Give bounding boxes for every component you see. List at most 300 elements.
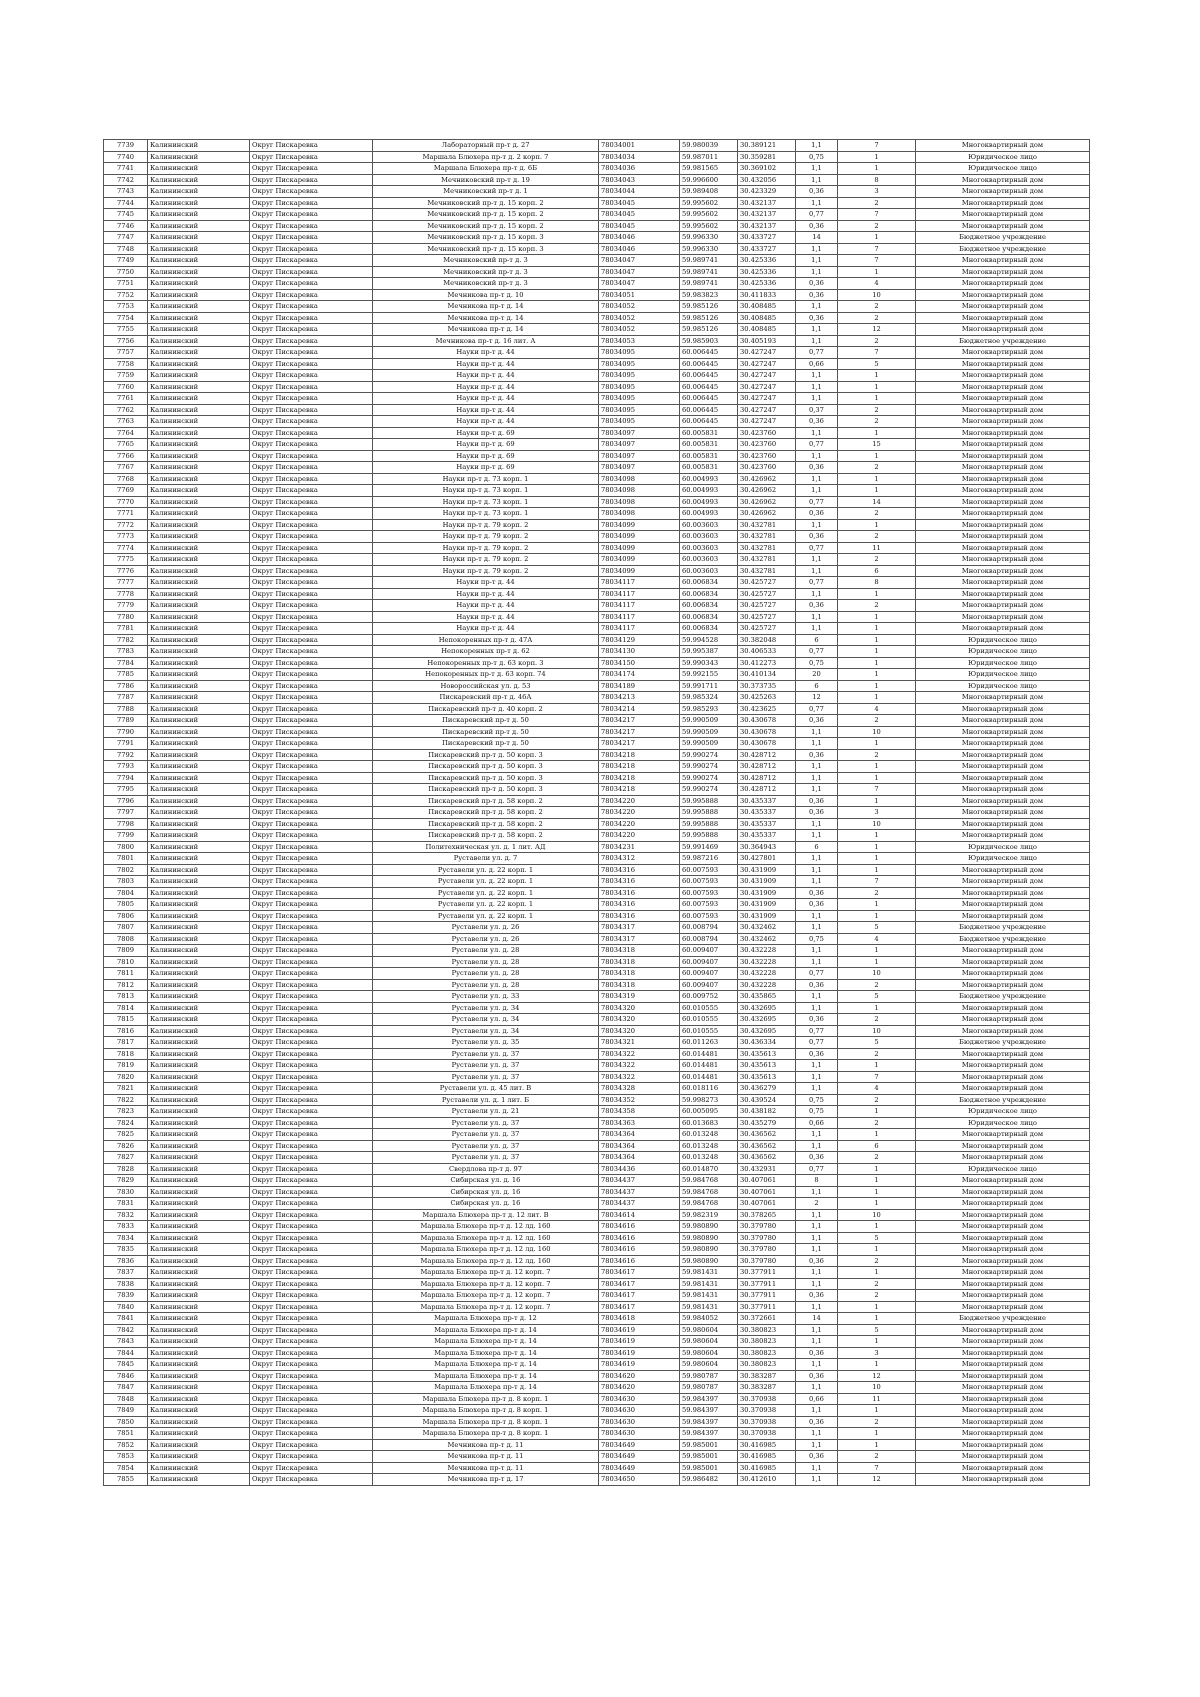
count-cell: 2 bbox=[838, 1416, 916, 1428]
municipal-area-cell: Округ Пискаревка bbox=[250, 151, 373, 163]
municipal-area-cell: Округ Пискаревка bbox=[250, 427, 373, 439]
latitude-cell: 59.980604 bbox=[680, 1347, 738, 1359]
table-row bbox=[104, 243, 1090, 255]
row-number: 7773 bbox=[104, 531, 148, 543]
category-cell: Многоквартирный дом bbox=[916, 784, 1090, 796]
longitude-cell: 30.436279 bbox=[738, 1083, 796, 1095]
municipal-area-cell: Округ Пискаревка bbox=[250, 531, 373, 543]
object-code-cell: 78034099 bbox=[599, 565, 680, 577]
municipal-area-cell: Округ Пискаревка bbox=[250, 738, 373, 750]
longitude-cell: 30.389121 bbox=[738, 140, 796, 152]
latitude-cell: 59.985001 bbox=[680, 1451, 738, 1463]
volume-cell: 0,77 bbox=[796, 496, 838, 508]
table-row bbox=[104, 807, 1090, 819]
district-cell: Калининский bbox=[148, 462, 250, 474]
count-cell: 1 bbox=[838, 1244, 916, 1256]
row-number: 7796 bbox=[104, 795, 148, 807]
address-cell: Пискаревский пр-т д. 50 bbox=[373, 738, 599, 750]
table-row bbox=[104, 209, 1090, 221]
address-cell: Маршала Блюхера пр-т д. 12 лд. 160 bbox=[373, 1244, 599, 1256]
object-code-cell: 78034045 bbox=[599, 220, 680, 232]
volume-cell: 0,36 bbox=[796, 531, 838, 543]
district-cell: Калининский bbox=[148, 473, 250, 485]
latitude-cell: 59.981431 bbox=[680, 1278, 738, 1290]
municipal-area-cell: Округ Пискаревка bbox=[250, 1037, 373, 1049]
row-number: 7793 bbox=[104, 761, 148, 773]
district-cell: Калининский bbox=[148, 186, 250, 198]
volume-cell: 0,66 bbox=[796, 1393, 838, 1405]
district-cell: Калининский bbox=[148, 749, 250, 761]
row-number: 7755 bbox=[104, 324, 148, 336]
address-cell: Маршала Блюхера пр-т д. 2 корп. 7 bbox=[373, 151, 599, 163]
latitude-cell: 60.005831 bbox=[680, 450, 738, 462]
municipal-area-cell: Округ Пискаревка bbox=[250, 416, 373, 428]
municipal-area-cell: Округ Пискаревка bbox=[250, 1094, 373, 1106]
count-cell: 1 bbox=[838, 232, 916, 244]
table-row bbox=[104, 669, 1090, 681]
volume-cell: 1,1 bbox=[796, 830, 838, 842]
count-cell: 2 bbox=[838, 197, 916, 209]
row-number: 7751 bbox=[104, 278, 148, 290]
object-code-cell: 78034320 bbox=[599, 1014, 680, 1026]
row-number: 7826 bbox=[104, 1140, 148, 1152]
latitude-cell: 59.990343 bbox=[680, 657, 738, 669]
object-code-cell: 78034630 bbox=[599, 1428, 680, 1440]
latitude-cell: 59.989408 bbox=[680, 186, 738, 198]
object-code-cell: 78034617 bbox=[599, 1267, 680, 1279]
volume-cell: 14 bbox=[796, 1313, 838, 1325]
category-cell: Многоквартирный дом bbox=[916, 542, 1090, 554]
count-cell: 2 bbox=[838, 531, 916, 543]
longitude-cell: 30.408485 bbox=[738, 312, 796, 324]
table-row bbox=[104, 761, 1090, 773]
table-row bbox=[104, 462, 1090, 474]
category-cell: Многоквартирный дом bbox=[916, 623, 1090, 635]
longitude-cell: 30.407061 bbox=[738, 1198, 796, 1210]
table-row bbox=[104, 174, 1090, 186]
count-cell: 1 bbox=[838, 450, 916, 462]
volume-cell: 1,1 bbox=[796, 1405, 838, 1417]
count-cell: 1 bbox=[838, 1002, 916, 1014]
object-code-cell: 78034214 bbox=[599, 703, 680, 715]
volume-cell: 1,1 bbox=[796, 1267, 838, 1279]
table-row bbox=[104, 312, 1090, 324]
category-cell: Многоквартирный дом bbox=[916, 209, 1090, 221]
district-cell: Калининский bbox=[148, 519, 250, 531]
latitude-cell: 59.990509 bbox=[680, 738, 738, 750]
table-row bbox=[104, 1163, 1090, 1175]
count-cell: 1 bbox=[838, 738, 916, 750]
count-cell: 14 bbox=[838, 496, 916, 508]
address-cell: Маршала Блюхера пр-т д. 14 bbox=[373, 1347, 599, 1359]
address-cell: Мечникова пр-т д. 11 bbox=[373, 1451, 599, 1463]
district-cell: Калининский bbox=[148, 830, 250, 842]
municipal-area-cell: Округ Пискаревка bbox=[250, 692, 373, 704]
row-number: 7833 bbox=[104, 1221, 148, 1233]
district-cell: Калининский bbox=[148, 370, 250, 382]
municipal-area-cell: Округ Пискаревка bbox=[250, 703, 373, 715]
object-code-cell: 78034097 bbox=[599, 450, 680, 462]
district-cell: Калининский bbox=[148, 715, 250, 727]
district-cell: Калининский bbox=[148, 151, 250, 163]
latitude-cell: 59.990274 bbox=[680, 761, 738, 773]
municipal-area-cell: Округ Пискаревка bbox=[250, 623, 373, 635]
object-code-cell: 78034649 bbox=[599, 1451, 680, 1463]
row-number: 7809 bbox=[104, 945, 148, 957]
category-cell: Бюджетное учреждение bbox=[916, 335, 1090, 347]
longitude-cell: 30.364943 bbox=[738, 841, 796, 853]
address-cell: Маршала Блюхера пр-т д. 8 корп. 1 bbox=[373, 1405, 599, 1417]
latitude-cell: 59.992155 bbox=[680, 669, 738, 681]
table-row bbox=[104, 784, 1090, 796]
table-row bbox=[104, 1094, 1090, 1106]
table-row bbox=[104, 393, 1090, 405]
volume-cell: 0,75 bbox=[796, 1094, 838, 1106]
count-cell: 2 bbox=[838, 887, 916, 899]
category-cell: Многоквартирный дом bbox=[916, 1451, 1090, 1463]
count-cell: 6 bbox=[838, 1140, 916, 1152]
count-cell: 6 bbox=[838, 565, 916, 577]
latitude-cell: 59.989741 bbox=[680, 278, 738, 290]
object-code-cell: 78034117 bbox=[599, 588, 680, 600]
latitude-cell: 60.005831 bbox=[680, 462, 738, 474]
district-cell: Калининский bbox=[148, 335, 250, 347]
latitude-cell: 60.007593 bbox=[680, 864, 738, 876]
object-code-cell: 78034320 bbox=[599, 1002, 680, 1014]
volume-cell: 0,36 bbox=[796, 508, 838, 520]
longitude-cell: 30.369102 bbox=[738, 163, 796, 175]
district-cell: Калининский bbox=[148, 611, 250, 623]
table-row bbox=[104, 565, 1090, 577]
row-number: 7782 bbox=[104, 634, 148, 646]
longitude-cell: 30.432137 bbox=[738, 220, 796, 232]
object-code-cell: 78034150 bbox=[599, 657, 680, 669]
district-cell: Калининский bbox=[148, 1186, 250, 1198]
district-cell: Калининский bbox=[148, 784, 250, 796]
address-cell: Мечникова пр-т д. 14 bbox=[373, 312, 599, 324]
table-row bbox=[104, 577, 1090, 589]
row-number: 7770 bbox=[104, 496, 148, 508]
longitude-cell: 30.439524 bbox=[738, 1094, 796, 1106]
district-cell: Калининский bbox=[148, 1405, 250, 1417]
longitude-cell: 30.405193 bbox=[738, 335, 796, 347]
address-cell: Руставели ул. д. 37 bbox=[373, 1060, 599, 1072]
municipal-area-cell: Округ Пискаревка bbox=[250, 1106, 373, 1118]
count-cell: 2 bbox=[838, 1117, 916, 1129]
district-cell: Калининский bbox=[148, 634, 250, 646]
longitude-cell: 30.426962 bbox=[738, 496, 796, 508]
table-row bbox=[104, 1313, 1090, 1325]
municipal-area-cell: Округ Пискаревка bbox=[250, 404, 373, 416]
object-code-cell: 78034051 bbox=[599, 289, 680, 301]
object-code-cell: 78034436 bbox=[599, 1163, 680, 1175]
count-cell: 1 bbox=[838, 841, 916, 853]
row-number: 7792 bbox=[104, 749, 148, 761]
address-cell: Мечниковский пр-т д. 19 bbox=[373, 174, 599, 186]
address-cell: Руставели ул. д. 22 корп. 1 bbox=[373, 876, 599, 888]
volume-cell: 1,1 bbox=[796, 761, 838, 773]
object-code-cell: 78034099 bbox=[599, 519, 680, 531]
row-number: 7805 bbox=[104, 899, 148, 911]
latitude-cell: 59.983823 bbox=[680, 289, 738, 301]
object-code-cell: 78034364 bbox=[599, 1140, 680, 1152]
longitude-cell: 30.432228 bbox=[738, 945, 796, 957]
volume-cell: 0,36 bbox=[796, 278, 838, 290]
latitude-cell: 60.004993 bbox=[680, 473, 738, 485]
address-cell: Маршала Блюхера пр-т д. 12 корп. 7 bbox=[373, 1267, 599, 1279]
category-cell: Многоквартирный дом bbox=[916, 1232, 1090, 1244]
address-cell: Мечниковский пр-т д. 15 корп. 3 bbox=[373, 243, 599, 255]
category-cell: Юридическое лицо bbox=[916, 1117, 1090, 1129]
municipal-area-cell: Округ Пискаревка bbox=[250, 439, 373, 451]
category-cell: Многоквартирный дом bbox=[916, 266, 1090, 278]
row-number: 7767 bbox=[104, 462, 148, 474]
latitude-cell: 60.003603 bbox=[680, 554, 738, 566]
row-number: 7772 bbox=[104, 519, 148, 531]
object-code-cell: 78034318 bbox=[599, 956, 680, 968]
count-cell: 2 bbox=[838, 1290, 916, 1302]
longitude-cell: 30.425727 bbox=[738, 611, 796, 623]
category-cell: Юридическое лицо bbox=[916, 1106, 1090, 1118]
count-cell: 7 bbox=[838, 255, 916, 267]
longitude-cell: 30.432781 bbox=[738, 565, 796, 577]
address-cell: Науки пр-т д. 44 bbox=[373, 370, 599, 382]
volume-cell: 1,1 bbox=[796, 818, 838, 830]
address-cell: Мечникова пр-т д. 14 bbox=[373, 301, 599, 313]
table-row bbox=[104, 1324, 1090, 1336]
row-number: 7777 bbox=[104, 577, 148, 589]
volume-cell: 0,77 bbox=[796, 646, 838, 658]
count-cell: 1 bbox=[838, 945, 916, 957]
longitude-cell: 30.380823 bbox=[738, 1324, 796, 1336]
municipal-area-cell: Округ Пискаревка bbox=[250, 1462, 373, 1474]
latitude-cell: 59.990274 bbox=[680, 784, 738, 796]
category-cell: Многоквартирный дом bbox=[916, 1370, 1090, 1382]
address-cell: Непокоренных пр-т д. 63 корп. 3 bbox=[373, 657, 599, 669]
address-cell: Мечникова пр-т д. 10 bbox=[373, 289, 599, 301]
district-cell: Калининский bbox=[148, 692, 250, 704]
latitude-cell: 59.987011 bbox=[680, 151, 738, 163]
count-cell: 5 bbox=[838, 1037, 916, 1049]
municipal-area-cell: Округ Пискаревка bbox=[250, 163, 373, 175]
category-cell: Юридическое лицо bbox=[916, 151, 1090, 163]
object-code-cell: 78034045 bbox=[599, 209, 680, 221]
count-cell: 5 bbox=[838, 922, 916, 934]
row-number: 7801 bbox=[104, 853, 148, 865]
volume-cell: 1,1 bbox=[796, 485, 838, 497]
object-code-cell: 78034316 bbox=[599, 864, 680, 876]
table-row bbox=[104, 680, 1090, 692]
table-row bbox=[104, 887, 1090, 899]
volume-cell: 0,36 bbox=[796, 289, 838, 301]
row-number: 7841 bbox=[104, 1313, 148, 1325]
longitude-cell: 30.423329 bbox=[738, 186, 796, 198]
district-cell: Калининский bbox=[148, 1255, 250, 1267]
row-number: 7798 bbox=[104, 818, 148, 830]
municipal-area-cell: Округ Пискаревка bbox=[250, 1025, 373, 1037]
district-cell: Калининский bbox=[148, 1025, 250, 1037]
latitude-cell: 59.985001 bbox=[680, 1462, 738, 1474]
category-cell: Многоквартирный дом bbox=[916, 565, 1090, 577]
volume-cell: 1,1 bbox=[796, 1382, 838, 1394]
longitude-cell: 30.435613 bbox=[738, 1048, 796, 1060]
longitude-cell: 30.370938 bbox=[738, 1428, 796, 1440]
category-cell: Многоквартирный дом bbox=[916, 899, 1090, 911]
longitude-cell: 30.427247 bbox=[738, 381, 796, 393]
count-cell: 8 bbox=[838, 174, 916, 186]
latitude-cell: 60.003603 bbox=[680, 542, 738, 554]
longitude-cell: 30.377911 bbox=[738, 1278, 796, 1290]
address-cell: Руставели ул. д. 34 bbox=[373, 1014, 599, 1026]
municipal-area-cell: Округ Пискаревка bbox=[250, 266, 373, 278]
latitude-cell: 59.980890 bbox=[680, 1244, 738, 1256]
municipal-area-cell: Округ Пискаревка bbox=[250, 1163, 373, 1175]
longitude-cell: 30.435865 bbox=[738, 991, 796, 1003]
district-cell: Калининский bbox=[148, 1163, 250, 1175]
count-cell: 7 bbox=[838, 784, 916, 796]
district-cell: Калининский bbox=[148, 669, 250, 681]
category-cell: Многоквартирный дом bbox=[916, 968, 1090, 980]
volume-cell: 0,36 bbox=[796, 1152, 838, 1164]
latitude-cell: 60.014481 bbox=[680, 1048, 738, 1060]
table-row bbox=[104, 278, 1090, 290]
table-row bbox=[104, 1198, 1090, 1210]
address-cell: Науки пр-т д. 79 корп. 2 bbox=[373, 554, 599, 566]
category-cell: Многоквартирный дом bbox=[916, 416, 1090, 428]
longitude-cell: 30.432228 bbox=[738, 968, 796, 980]
latitude-cell: 60.006445 bbox=[680, 370, 738, 382]
district-cell: Калининский bbox=[148, 496, 250, 508]
volume-cell: 0,36 bbox=[796, 462, 838, 474]
object-code-cell: 78034364 bbox=[599, 1129, 680, 1141]
municipal-area-cell: Округ Пискаревка bbox=[250, 807, 373, 819]
count-cell: 1 bbox=[838, 519, 916, 531]
address-cell: Мечниковский пр-т д. 15 корп. 2 bbox=[373, 209, 599, 221]
latitude-cell: 59.995602 bbox=[680, 220, 738, 232]
row-number: 7765 bbox=[104, 439, 148, 451]
municipal-area-cell: Округ Пискаревка bbox=[250, 646, 373, 658]
count-cell: 4 bbox=[838, 703, 916, 715]
category-cell: Многоквартирный дом bbox=[916, 611, 1090, 623]
row-number: 7821 bbox=[104, 1083, 148, 1095]
volume-cell: 1,1 bbox=[796, 1232, 838, 1244]
address-cell: Руставели ул. д. 37 bbox=[373, 1117, 599, 1129]
address-cell: Науки пр-т д. 44 bbox=[373, 416, 599, 428]
row-number: 7810 bbox=[104, 956, 148, 968]
district-cell: Калининский bbox=[148, 864, 250, 876]
object-code-cell: 78034312 bbox=[599, 853, 680, 865]
municipal-area-cell: Округ Пискаревка bbox=[250, 209, 373, 221]
category-cell: Многоквартирный дом bbox=[916, 186, 1090, 198]
count-cell: 1 bbox=[838, 657, 916, 669]
municipal-area-cell: Округ Пискаревка bbox=[250, 1060, 373, 1072]
table-row bbox=[104, 358, 1090, 370]
volume-cell: 6 bbox=[796, 841, 838, 853]
latitude-cell: 60.004993 bbox=[680, 496, 738, 508]
address-cell: Науки пр-т д. 44 bbox=[373, 404, 599, 416]
latitude-cell: 60.003603 bbox=[680, 519, 738, 531]
row-number: 7740 bbox=[104, 151, 148, 163]
municipal-area-cell: Округ Пискаревка bbox=[250, 979, 373, 991]
longitude-cell: 30.428712 bbox=[738, 784, 796, 796]
longitude-cell: 30.377911 bbox=[738, 1267, 796, 1279]
row-number: 7830 bbox=[104, 1186, 148, 1198]
table-row bbox=[104, 1359, 1090, 1371]
volume-cell: 1,1 bbox=[796, 1129, 838, 1141]
count-cell: 1 bbox=[838, 1106, 916, 1118]
table-row bbox=[104, 1393, 1090, 1405]
latitude-cell: 59.995888 bbox=[680, 795, 738, 807]
volume-cell: 0,77 bbox=[796, 1163, 838, 1175]
count-cell: 1 bbox=[838, 1198, 916, 1210]
address-cell: Маршала Блюхера пр-т д. 12 лд. 160 bbox=[373, 1221, 599, 1233]
row-number: 7802 bbox=[104, 864, 148, 876]
object-code-cell: 78034618 bbox=[599, 1313, 680, 1325]
row-number: 7817 bbox=[104, 1037, 148, 1049]
longitude-cell: 30.435337 bbox=[738, 830, 796, 842]
table-row bbox=[104, 1060, 1090, 1072]
object-code-cell: 78034358 bbox=[599, 1106, 680, 1118]
municipal-area-cell: Округ Пискаревка bbox=[250, 761, 373, 773]
municipal-area-cell: Округ Пискаревка bbox=[250, 335, 373, 347]
volume-cell: 0,36 bbox=[796, 1347, 838, 1359]
latitude-cell: 59.985126 bbox=[680, 312, 738, 324]
longitude-cell: 30.423760 bbox=[738, 450, 796, 462]
municipal-area-cell: Округ Пискаревка bbox=[250, 140, 373, 152]
object-code-cell: 78034043 bbox=[599, 174, 680, 186]
object-code-cell: 78034099 bbox=[599, 531, 680, 543]
volume-cell: 1,1 bbox=[796, 255, 838, 267]
object-code-cell: 78034117 bbox=[599, 577, 680, 589]
address-cell: Руставели ул. д. 1 лит. Б bbox=[373, 1094, 599, 1106]
district-cell: Калининский bbox=[148, 1370, 250, 1382]
category-cell: Многоквартирный дом bbox=[916, 324, 1090, 336]
latitude-cell: 59.995602 bbox=[680, 209, 738, 221]
latitude-cell: 60.013248 bbox=[680, 1129, 738, 1141]
object-code-cell: 78034322 bbox=[599, 1071, 680, 1083]
table-row bbox=[104, 416, 1090, 428]
municipal-area-cell: Округ Пискаревка bbox=[250, 450, 373, 462]
row-number: 7757 bbox=[104, 347, 148, 359]
row-number: 7788 bbox=[104, 703, 148, 715]
row-number: 7756 bbox=[104, 335, 148, 347]
district-cell: Калининский bbox=[148, 922, 250, 934]
object-code-cell: 78034217 bbox=[599, 726, 680, 738]
row-number: 7747 bbox=[104, 232, 148, 244]
latitude-cell: 59.995888 bbox=[680, 830, 738, 842]
latitude-cell: 60.007593 bbox=[680, 887, 738, 899]
object-code-cell: 78034437 bbox=[599, 1175, 680, 1187]
longitude-cell: 30.436562 bbox=[738, 1129, 796, 1141]
object-code-cell: 78034095 bbox=[599, 416, 680, 428]
longitude-cell: 30.432462 bbox=[738, 922, 796, 934]
row-number: 7819 bbox=[104, 1060, 148, 1072]
district-cell: Калининский bbox=[148, 956, 250, 968]
object-code-cell: 78034097 bbox=[599, 427, 680, 439]
row-number: 7741 bbox=[104, 163, 148, 175]
object-code-cell: 78034095 bbox=[599, 347, 680, 359]
longitude-cell: 30.425336 bbox=[738, 278, 796, 290]
count-cell: 4 bbox=[838, 278, 916, 290]
municipal-area-cell: Округ Пискаревка bbox=[250, 749, 373, 761]
latitude-cell: 59.984768 bbox=[680, 1175, 738, 1187]
row-number: 7848 bbox=[104, 1393, 148, 1405]
volume-cell: 0,36 bbox=[796, 887, 838, 899]
table-row bbox=[104, 289, 1090, 301]
count-cell: 2 bbox=[838, 715, 916, 727]
municipal-area-cell: Округ Пискаревка bbox=[250, 657, 373, 669]
district-cell: Калининский bbox=[148, 1129, 250, 1141]
